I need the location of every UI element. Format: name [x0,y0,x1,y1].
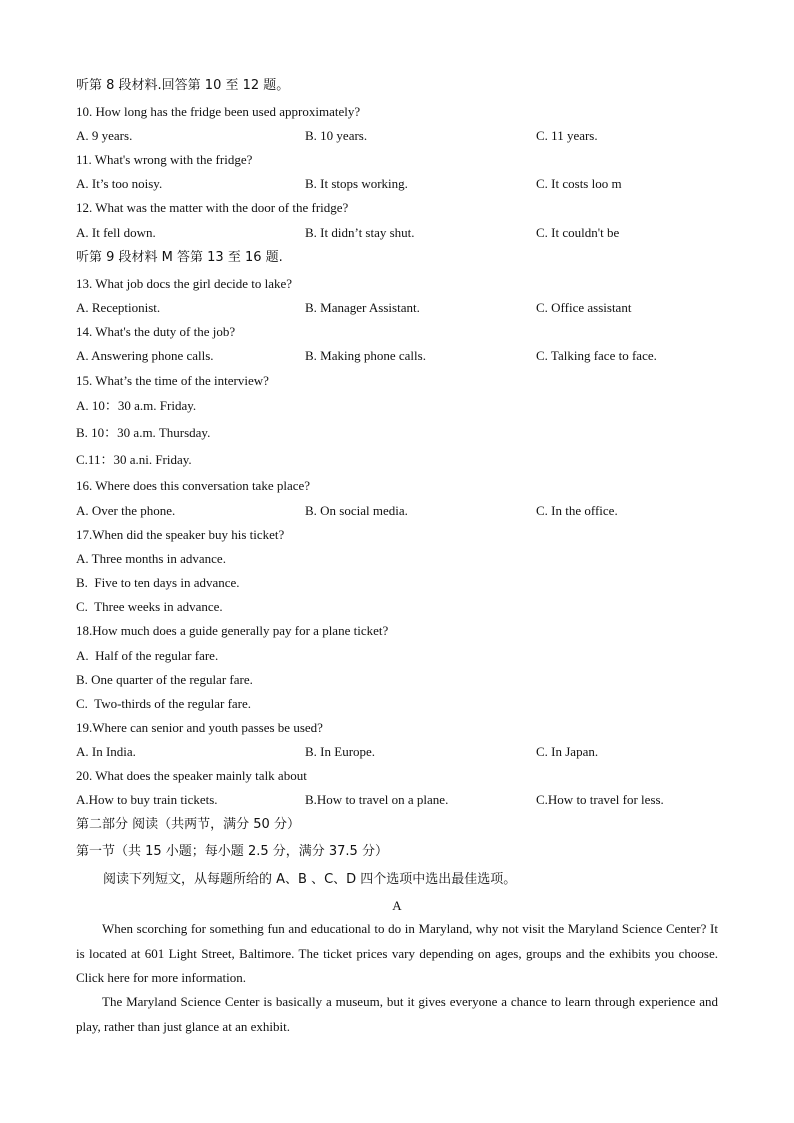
passage-label: A [392,898,402,913]
question-17-option-b: B. Five to ten days in advance. [76,575,240,590]
question-15: 15. What’s the time of the interview? [76,373,269,388]
question-20: 20. What does the speaker mainly talk about [76,768,307,783]
option-a: A. Answering phone calls. [76,348,214,363]
option-c: C. It couldn't be [536,225,620,240]
question-17-option-a: A. Three months in advance. [76,551,226,566]
question-10: 10. How long has the fridge been used approximately? [76,104,361,119]
option-a: A. Over the phone. [76,503,176,518]
question-16-options [76,502,716,519]
option-c: C. It costs loo m [536,176,622,191]
question-11-options [76,175,716,192]
question-15-option-b: B. 10：30 a.m. Thursday. [76,425,211,440]
option-c: C. 11 years. [536,128,598,143]
question-11: 11. What's wrong with the fridge? [76,152,253,167]
option-b: B. It stops working. [305,176,408,191]
option-b: B. Making phone calls. [305,348,426,363]
passage-paragraph-1: When scorching for something fun and educational to do in Maryland, why not visit the Maryland Science Center? It is located at 601 Light Street, Baltimore. The ticket prices vary depending on ages, groups and the exhibits you choose. Click here for more information. [76,921,718,985]
question-14-options [76,347,716,364]
option-c: C. Talking face to face. [536,348,657,363]
question-16: 16. Where does this conversation take place? [76,478,311,493]
option-b: B. On social media. [305,503,408,518]
option-c: C. In Japan. [536,744,599,759]
question-12-options [76,224,716,241]
question-12: 12. What was the matter with the door of the fridge? [76,200,349,215]
option-b: B. In Europe. [305,744,376,759]
question-15-option-a: A. 10：30 a.m. Friday. [76,398,197,413]
question-17: 17.When did the speaker buy his ticket? [76,527,285,542]
question-19: 19.Where can senior and youth passes be used? [76,720,323,735]
question-18-option-b: B. One quarter of the regular fare. [76,672,253,687]
option-c: C.How to travel for less. [536,792,664,807]
section1-heading: 第一节（共 15 小题；每小题 2.5 分，满分 37.5 分） [76,844,388,859]
question-13-options [76,299,716,316]
option-b: B.How to travel on a plane. [305,792,449,807]
section9-heading: 听第 9 段材料 M 答第 13 至 16 题. [76,250,283,265]
part2-heading: 第二部分 阅读（共两节，满分 50 分） [76,817,300,832]
option-a: A. Receptionist. [76,300,161,315]
question-20-options [76,791,716,808]
passage-paragraph-2: The Maryland Science Center is basically a museum, but it gives everyone a chance to learn through experience and play, rather than just glance at an exhibit. [76,994,718,1034]
option-b: B. It didn’t stay shut. [305,225,415,240]
option-c: C. Office assistant [536,300,632,315]
question-18-option-a: A. Half of the regular fare. [76,648,219,663]
question-10-options [76,127,716,144]
reading-instruction: 阅读下列短文，从每题所给的 A、B 、C、D 四个选项中选出最佳选项。 [103,872,517,887]
question-13: 13. What job docs the girl decide to lake? [76,276,292,291]
option-a: A. It fell down. [76,225,156,240]
option-c: C. In the office. [536,503,618,518]
question-14: 14. What's the duty of the job? [76,324,236,339]
question-18: 18.How much does a guide generally pay for a plane ticket? [76,623,389,638]
option-b: B. Manager Assistant. [305,300,420,315]
option-a: A. It’s too noisy. [76,176,163,191]
option-a: A. 9 years. [76,128,133,143]
question-18-option-c: C. Two-thirds of the regular fare. [76,696,252,711]
option-a: A.How to buy train tickets. [76,792,218,807]
question-17-option-c: C. Three weeks in advance. [76,599,223,614]
option-b: B. 10 years. [305,128,368,143]
section8-heading: 听第 8 段材料.回答第 10 至 12 题。 [76,78,290,93]
option-a: A. In India. [76,744,136,759]
question-15-option-c: C.11：30 a.ni. Friday. [76,452,192,467]
question-19-options [76,743,716,760]
